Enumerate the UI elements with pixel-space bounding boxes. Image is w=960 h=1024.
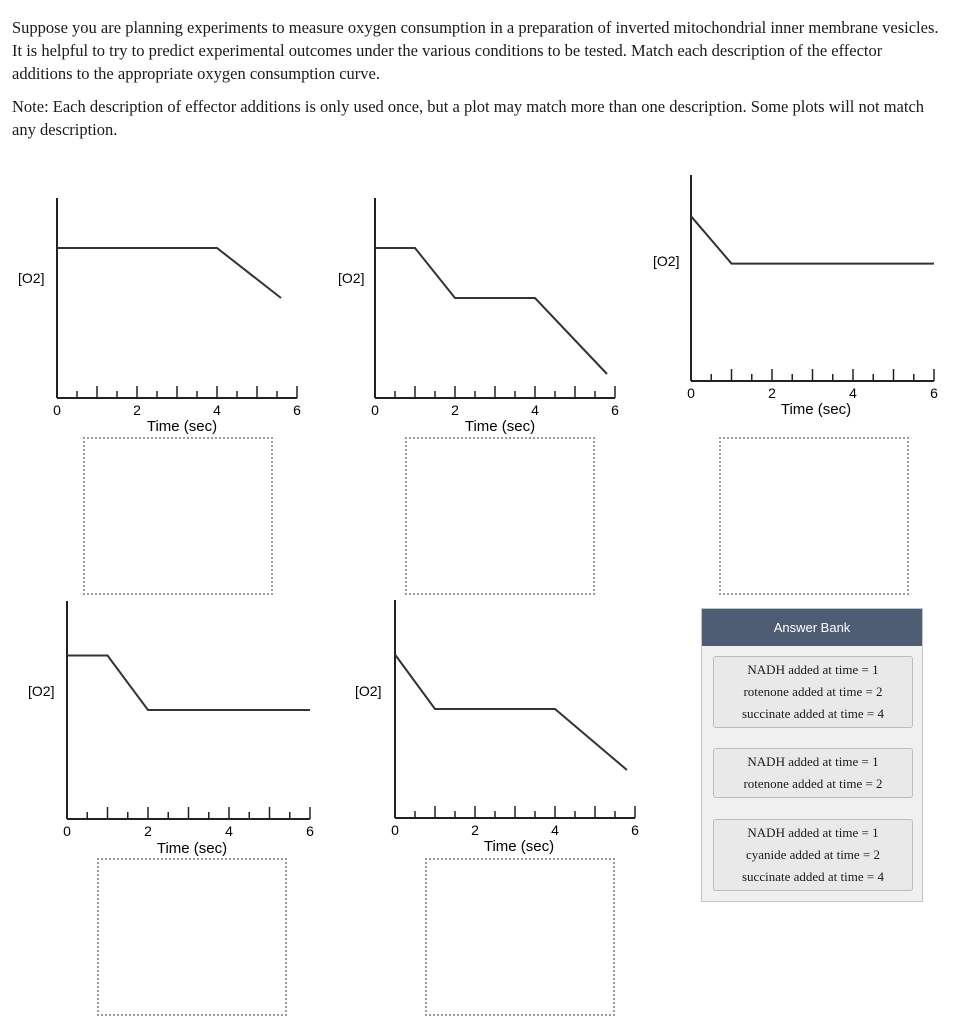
answer-card-1[interactable] [713, 656, 913, 728]
x-tick-label: 0 [687, 385, 695, 401]
x-tick-label: 0 [53, 402, 61, 418]
x-tick-label: 6 [930, 385, 938, 401]
x-tick-label: 6 [293, 402, 301, 418]
answer-card-2[interactable] [713, 748, 913, 798]
y-axis-label: [O2] [338, 270, 365, 286]
x-tick-label: 4 [551, 822, 559, 838]
oxygen-plot-2 [330, 185, 650, 440]
x-tick-label: 2 [133, 402, 141, 418]
x-tick-label: 4 [849, 385, 857, 401]
oxygen-curve [375, 248, 607, 374]
instructions-paragraph-1: Suppose you are planning experiments to measure oxygen consumption in a preparation of inverted mitochondrial inner membrane vesicles. It is helpful to try to predict experimental outcomes under the various conditions to be tested. Match each description of the effector additions to the appropriate oxygen consumption curve. [12, 18, 939, 83]
x-tick-label: 4 [531, 402, 539, 418]
x-tick-label: 2 [471, 822, 479, 838]
x-axis-label: Time (sec) [780, 401, 852, 418]
x-tick-label: 2 [144, 823, 152, 839]
drop-zone-plot-1[interactable] [83, 437, 273, 595]
x-tick-label: 4 [213, 402, 221, 418]
answer-card-line: succinate added at time = 4 [742, 706, 884, 721]
x-tick-label: 0 [371, 402, 379, 418]
x-tick-label: 0 [391, 822, 399, 838]
oxygen-curve [67, 656, 310, 711]
x-tick-label: 0 [63, 823, 71, 839]
oxygen-plot-4 [20, 600, 340, 865]
answer-card-line: cyanide added at time = 2 [745, 847, 881, 862]
x-tick-label: 6 [306, 823, 314, 839]
x-tick-label: 2 [451, 402, 459, 418]
y-axis-label: [O2] [653, 253, 680, 269]
oxygen-curve [691, 216, 934, 263]
x-tick-label: 6 [631, 822, 639, 838]
answer-card-line: NADH added at time = 1 [747, 825, 879, 840]
drop-zone-plot-4[interactable] [97, 858, 287, 1016]
x-axis-label: Time (sec) [146, 418, 218, 435]
answer-card-line: NADH added at time = 1 [747, 754, 879, 769]
x-tick-label: 6 [611, 402, 619, 418]
answer-card-line: rotenone added at time = 2 [743, 684, 883, 699]
oxygen-curve [57, 248, 281, 298]
y-axis-label: [O2] [18, 270, 45, 286]
answer-card-line: succinate added at time = 4 [742, 869, 884, 884]
x-axis-label: Time (sec) [156, 840, 228, 857]
answer-card-line: rotenone added at time = 2 [743, 776, 883, 791]
x-tick-label: 4 [225, 823, 233, 839]
y-axis-label: [O2] [355, 683, 382, 699]
answer-bank-title: Answer Bank [702, 609, 922, 646]
answer-card-3[interactable] [713, 819, 913, 891]
drop-zone-plot-3[interactable] [719, 437, 909, 595]
oxygen-plot-5 [345, 600, 665, 865]
x-axis-label: Time (sec) [483, 838, 555, 855]
instructions-paragraph-2: Note: Each description of effector additions is only used once, but a plot may match more than one description. Some plots will not match any description. [12, 97, 925, 139]
oxygen-curve [395, 655, 627, 771]
y-axis-label: [O2] [28, 683, 55, 699]
oxygen-plot-3 [645, 170, 960, 425]
x-axis-label: Time (sec) [464, 418, 536, 435]
answer-card-line: NADH added at time = 1 [747, 662, 879, 677]
answer-bank [701, 608, 923, 902]
x-tick-label: 2 [768, 385, 776, 401]
drop-zone-plot-2[interactable] [405, 437, 595, 595]
drop-zone-plot-5[interactable] [425, 858, 615, 1016]
oxygen-plot-1 [10, 185, 330, 440]
instructions [12, 16, 942, 151]
